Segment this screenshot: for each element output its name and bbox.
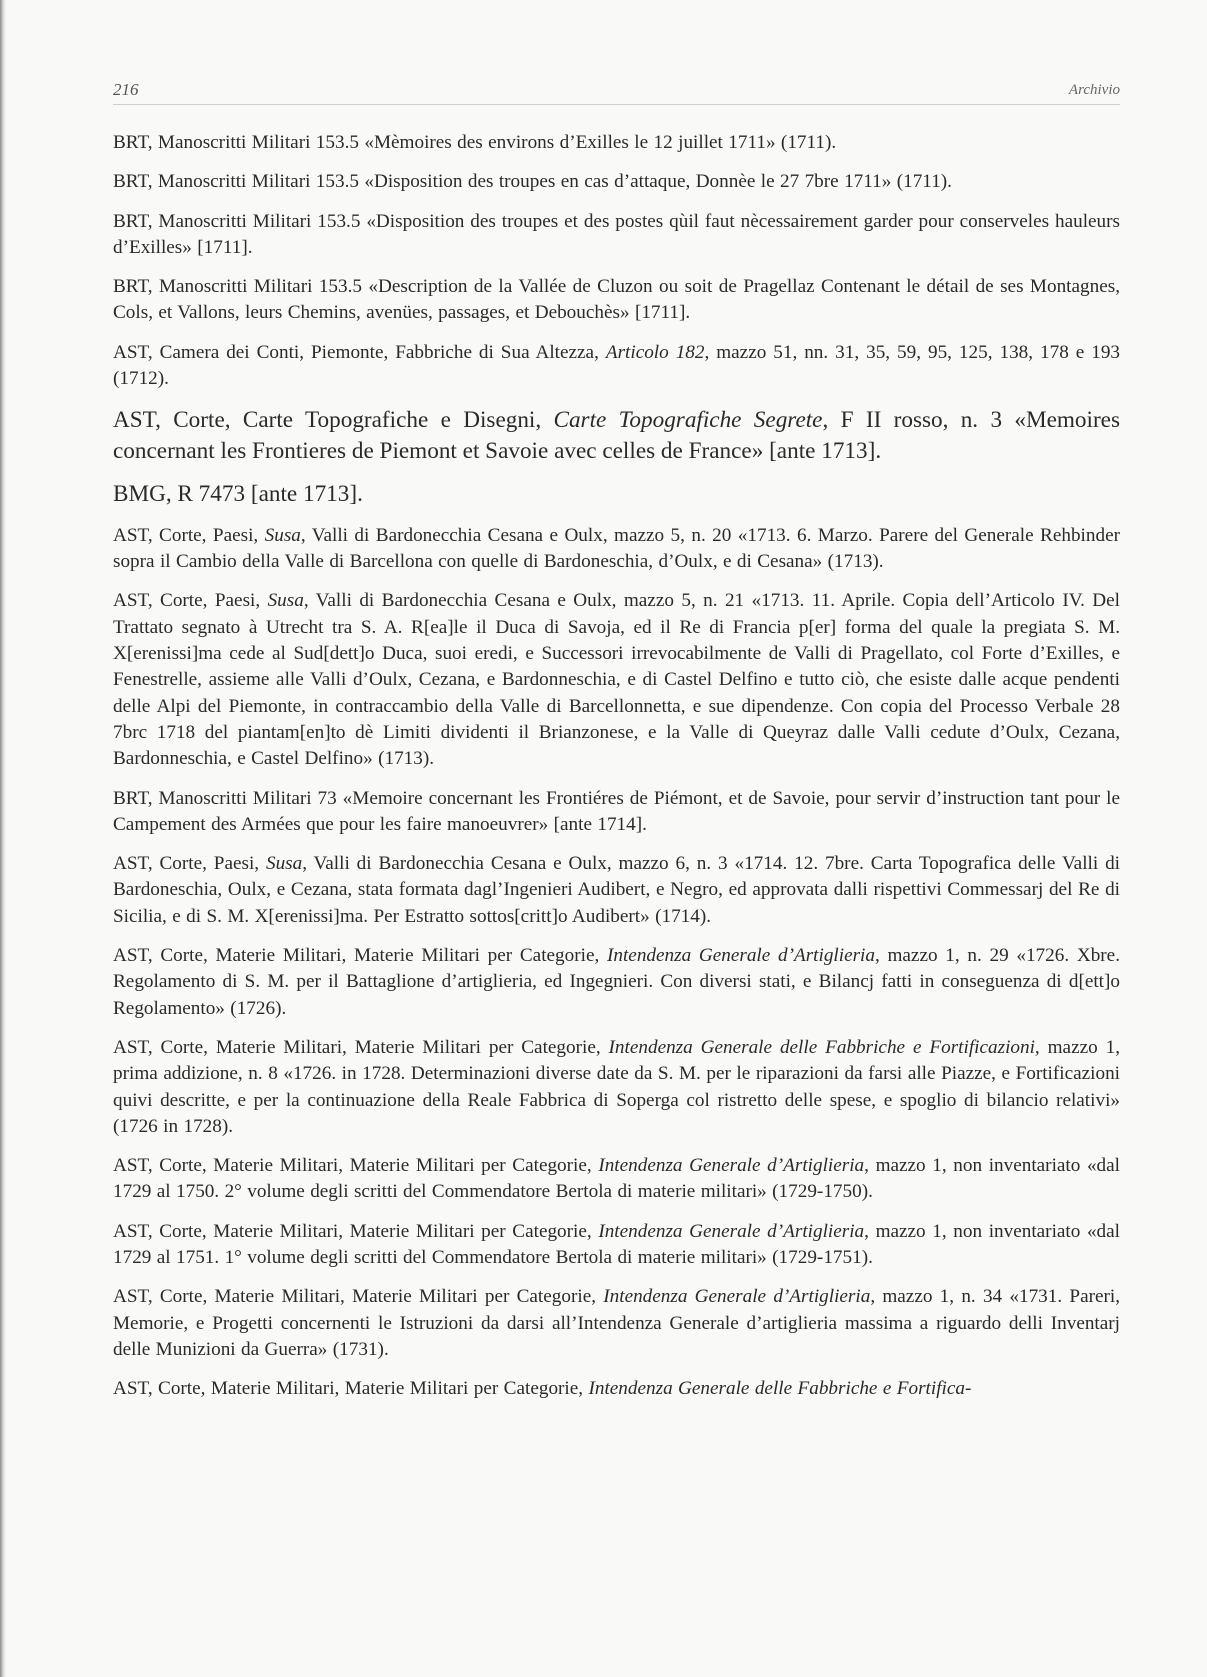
bibliography-entry: BRT, Manoscritti Militari 153.5 «Mèmoires des environs d’Exilles le 12 juillet 1711» (1711). <box>113 132 837 153</box>
bibliography-entry: BMG, R 7473 [ante 1713]. <box>113 481 363 508</box>
bibliography-entry: AST, Corte, Paesi, Susa, Valli di Bardonecchia Cesana e Oulx, mazzo 5, n. 21 «1713. 11. Aprile. Copia dell’Articolo IV. Del Trattato segnato à Utrecht tra S. A. R[ea]le il Duca di Savoja, ed il Re di Francia p[er] forma del quale la pregiata S. M. X[erenissi]ma cede al Sud[dett]o Duca, suoi eredi, e Successori irrevocabilmente de Valli di Pragellato, col Forte d’Exilles, e Fenestrelle, assieme alle Valli d’Oulx, Cezana, e Bardonneschia, e di Castel Delfino e tutto ciò, che esiste dalle acque pendenti delle Alpi del Piemonte, in contraccambio della Valle di Barcellonnetta, e sue dipendenze. Con copia del Processo Verbale 28 7brc 1718 del piantam[en]to dè Limiti dividenti il Brianzonese, e la Valle di Queyraz dalle Valli cedute d’Oulx, Cezana, Bardonneschia, e Castel Delfino» (1713). <box>113 590 1120 770</box>
page-binding-edge <box>0 0 6 1677</box>
bibliography-entry: AST, Corte, Materie Militari, Materie Militari per Categorie, Intendenza Generale d’Artiglieria, mazzo 1, n. 29 «1726. Xbre. Regolamento di S. M. per il Battaglione d’artiglieria, ed Ingegnieri. Con diversi stati, e Bilancj fatti in conseguenza di d[ett]o Regolamento» (1726). <box>113 945 1120 1019</box>
bibliography-entry: AST, Corte, Paesi, Susa, Valli di Bardonecchia Cesana e Oulx, mazzo 6, n. 3 «1714. 12. 7bre. Carta Topografica delle Valli di Bardoneschia, Oulx, e Cezana, stata formata dagl’Ingenieri Audibert, e Negro, ed approvata dalli rispettivi Commessarj del Re di Sicilia, e di S. M. X[erenissi]ma. Per Estratto sottos[critt]o Audibert» (1714). <box>113 853 1120 927</box>
bibliography-entry: AST, Corte, Carte Topografiche e Disegni, Carte Topografiche Segrete, F II rosso, n. 3 «Memoires concernant les Frontieres de Piemont et Savoie avec celles de France» [ante 1713]. <box>113 407 1120 464</box>
page-number: 216 <box>113 80 139 99</box>
bibliography-entry: AST, Corte, Materie Militari, Materie Militari per Categorie, Intendenza Generale d’Artiglieria, mazzo 1, non inventariato «dal 1729 al 1751. 1° volume degli scritti del Commendatore Bertola di materie militari» (1729-1751). <box>113 1220 1120 1268</box>
bibliography-entry: AST, Corte, Materie Militari, Materie Militari per Categorie, Intendenza Generale delle Fabbriche e Fortificazioni, mazzo 1, prima addizione, n. 8 «1726. in 1728. Determinazioni diverse date da S. M. per le riparazioni da farsi alle Piazze, e Fortificazioni quivi descritte, e per la continuazione della Reale Fabbrica di Soperga col ristretto delle spese, e spoglio di bilancio relativi» (1726 in 1728). <box>113 1036 1120 1137</box>
bibliography-entry: BRT, Manoscritti Militari 153.5 «Description de la Vallée de Cluzon ou soit de Pragellaz Contenant le détail de ses Montagnes, Cols, et Vallons, leurs Chemins, avenües, passages, et Debouchès» [1711]. <box>113 276 1120 324</box>
page-header <box>113 78 1120 105</box>
bibliography-entry: BRT, Manoscritti Militari 73 «Memoire concernant les Frontiéres de Piémont, et de Savoie, pour servir d’instruction tant pour le Campement des Armées que pour les faire manoeuvrer» [ante 1714]. <box>113 787 1120 835</box>
bibliography-entry: AST, Camera dei Conti, Piemonte, Fabbriche di Sua Altezza, Articolo 182, mazzo 51, nn. 31, 35, 59, 95, 125, 138, 178 e 193 (1712). <box>113 341 1121 390</box>
bibliography-entry: AST, Corte, Materie Militari, Materie Militari per Categorie, Intendenza Generale d’Artiglieria, mazzo 1, non inventariato «dal 1729 al 1750. 2° volume degli scritti del Commendatore Bertola di materie militari» (1729-1750). <box>113 1155 1120 1203</box>
bibliography-entry: BRT, Manoscritti Militari 153.5 «Disposition des troupes et des postes qùil faut nècessairement garder pour conserveles hauleurs d’Exilles» [1711]. <box>113 210 1120 258</box>
bibliography-entry: AST, Corte, Materie Militari, Materie Militari per Categorie, Intendenza Generale d’Artiglieria, mazzo 1, n. 34 «1731. Pareri, Memorie, e Progetti concernenti le Istruzioni da darsi all’Intendenza Generale d’artiglieria massima a riguardo delli Inventarj delle Munizioni da Guerra» (1731). <box>113 1286 1121 1360</box>
bibliography-list <box>113 130 1120 1415</box>
bibliography-entry: BRT, Manoscritti Militari 153.5 «Disposition des troupes en cas d’attaque, Donnèe le 27 7bre 1711» (1711). <box>113 171 952 193</box>
running-head: Archivio <box>1068 82 1120 98</box>
bibliography-entry: AST, Corte, Materie Militari, Materie Militari per Categorie, Intendenza Generale delle Fabbriche e Fortifica- <box>113 1378 972 1400</box>
bibliography-entry: AST, Corte, Paesi, Susa, Valli di Bardonecchia Cesana e Oulx, mazzo 5, n. 20 «1713. 6. Marzo. Parere del Generale Rehbinder sopra il Cambio della Valle di Barcellona con quelle di Bardoneschia, d’Oulx, e di Cesana» (1713). <box>113 524 1120 573</box>
